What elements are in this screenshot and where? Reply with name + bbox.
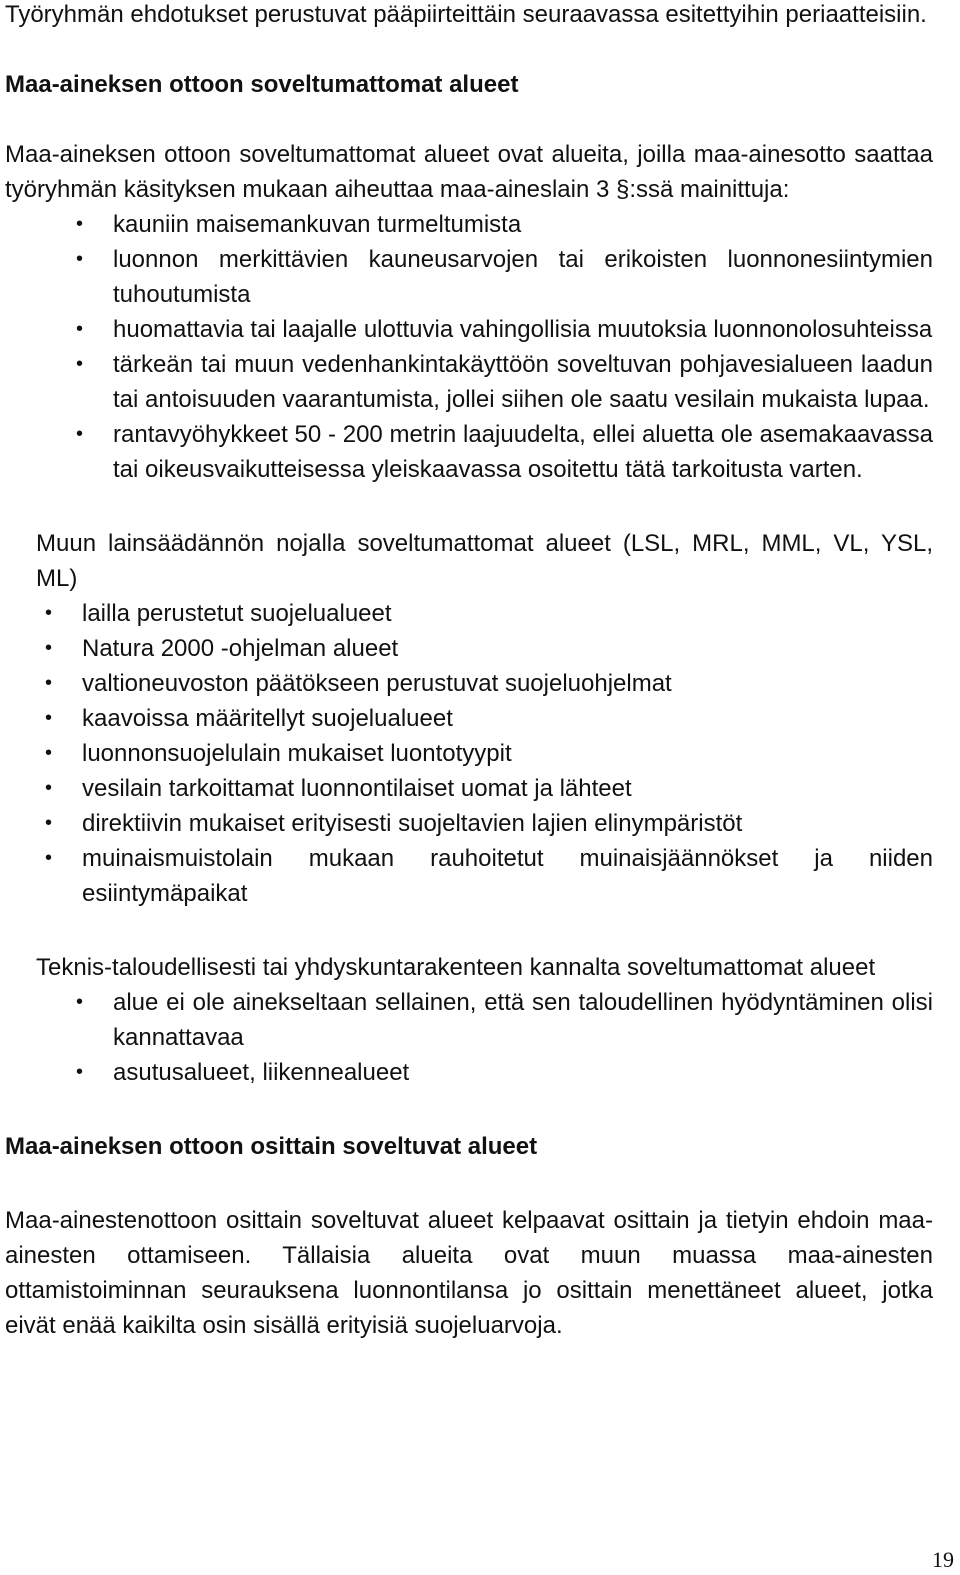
intro-paragraph: Työryhmän ehdotukset perustuvat pääpiirteittäin seuraavassa esitettyihin periaatteisiin. bbox=[5, 1, 927, 28]
list-item bbox=[5, 242, 933, 312]
bullet-icon: • bbox=[76, 991, 84, 1013]
bullet-icon: • bbox=[76, 1061, 84, 1083]
list-item-text: vesilain tarkoittamat luonnontilaiset uomat ja lähteet bbox=[82, 775, 632, 802]
list-item bbox=[5, 701, 933, 736]
spacer bbox=[5, 911, 933, 950]
list-other-legislation bbox=[5, 596, 933, 911]
list-item bbox=[5, 771, 933, 806]
spacer bbox=[5, 1090, 933, 1129]
bullet-icon: • bbox=[45, 637, 53, 659]
bullet-icon: • bbox=[45, 602, 53, 624]
spacer bbox=[5, 1164, 933, 1203]
list-item-text: luonnonsuojelulain mukaiset luontotyypit bbox=[82, 740, 512, 767]
document-page bbox=[5, 0, 933, 1343]
section-heading-unsuitable-areas: Maa-aineksen ottoon soveltumattomat alueet bbox=[5, 71, 519, 98]
list-item bbox=[5, 631, 933, 666]
list-item-text: lailla perustetut suojelualueet bbox=[82, 600, 392, 627]
list-item-text: direktiivin mukaiset erityisesti suojeltavien lajien elinympäristöt bbox=[82, 810, 743, 837]
list-item bbox=[5, 312, 933, 347]
list-item-text: asutusalueet, liikennealueet bbox=[113, 1059, 410, 1086]
list-item bbox=[5, 596, 933, 631]
spacer bbox=[5, 32, 933, 67]
list-item-text: kaavoissa määritellyt suojelualueet bbox=[82, 705, 453, 732]
section-paragraph-unsuitable-areas: Maa-aineksen ottoon soveltumattomat alueet ovat alueita, joilla maa-ainesotto saattaa työryhmän käsityksen mukaan aiheuttaa maa-aineslain 3 §:ssä mainittuja: bbox=[5, 141, 933, 203]
bullet-icon: • bbox=[76, 318, 84, 340]
section-heading-partially-suitable: Maa-aineksen ottoon osittain soveltuvat alueet bbox=[5, 1133, 538, 1160]
list-item-text: muinaismuistolain mukaan rauhoitetut muinaisjäännökset ja niiden esiintymäpaikat bbox=[82, 845, 933, 907]
list-technical-economic bbox=[5, 985, 933, 1090]
bullet-icon: • bbox=[76, 248, 84, 270]
section-heading-technical-economic: Teknis-taloudellisesti tai yhdyskuntarakenteen kannalta soveltumattomat alueet bbox=[36, 954, 876, 981]
list-item-text: alue ei ole ainekseltaan sellainen, että sen taloudellinen hyödyntäminen olisi kannattavaa bbox=[113, 989, 933, 1051]
list-item bbox=[5, 736, 933, 771]
bullet-icon: • bbox=[45, 742, 53, 764]
bullet-icon: • bbox=[76, 423, 84, 445]
list-item-text: rantavyöhykkeet 50 - 200 metrin laajuudelta, ellei aluetta ole asemakaavassa tai oikeusvaikutteisessa yleiskaavassa osoitettu tätä tarkoitusta varten. bbox=[113, 421, 933, 483]
bullet-icon: • bbox=[76, 353, 84, 375]
list-item bbox=[5, 347, 933, 417]
list-unsuitable-criteria bbox=[5, 207, 933, 487]
list-item bbox=[5, 985, 933, 1055]
bullet-icon: • bbox=[45, 777, 53, 799]
bullet-icon: • bbox=[45, 672, 53, 694]
list-item bbox=[5, 666, 933, 701]
list-item bbox=[5, 841, 933, 911]
list-item-text: valtioneuvoston päätökseen perustuvat suojeluohjelmat bbox=[82, 670, 672, 697]
list-item-text: luonnon merkittävien kauneusarvojen tai erikoisten luonnonesiintymien tuhoutumista bbox=[113, 246, 933, 308]
page-number: 19 bbox=[932, 1547, 954, 1572]
list-item bbox=[5, 207, 933, 242]
list-item-text: huomattavia tai laajalle ulottuvia vahingollisia muutoksia luonnonolosuhteissa bbox=[113, 316, 933, 343]
bullet-icon: • bbox=[45, 812, 53, 834]
list-item-text: Natura 2000 -ohjelman alueet bbox=[82, 635, 399, 662]
spacer bbox=[5, 102, 933, 137]
section-heading-other-legislation: Muun lainsäädännön nojalla soveltumattomat alueet (LSL, MRL, MML, VL, YSL, ML) bbox=[36, 530, 933, 592]
list-item-text: kauniin maisemankuvan turmeltumista bbox=[113, 211, 522, 238]
bullet-icon: • bbox=[76, 213, 84, 235]
section-paragraph-partially-suitable: Maa-ainestenottoon osittain soveltuvat alueet kelpaavat osittain ja tietyin ehdoin maa-ainesten ottamiseen. Tällaisia alueita ovat muun muassa maa-ainesten ottamistoiminnan seurauksena luonnontilansa jo osittain menettäneet alueet, jotka eivät enää kaikilta osin sisällä erityisiä suojeluarvoja. bbox=[5, 1207, 933, 1339]
list-item bbox=[5, 1055, 933, 1090]
list-item bbox=[5, 806, 933, 841]
bullet-icon: • bbox=[45, 707, 53, 729]
bullet-icon: • bbox=[45, 847, 53, 869]
list-item-text: tärkeän tai muun vedenhankintakäyttöön soveltuvan pohjavesialueen laadun tai antoisuuden vaarantumista, jollei siihen ole saatu vesilain mukaista lupaa. bbox=[113, 351, 933, 413]
list-item bbox=[5, 417, 933, 487]
spacer bbox=[5, 487, 933, 526]
